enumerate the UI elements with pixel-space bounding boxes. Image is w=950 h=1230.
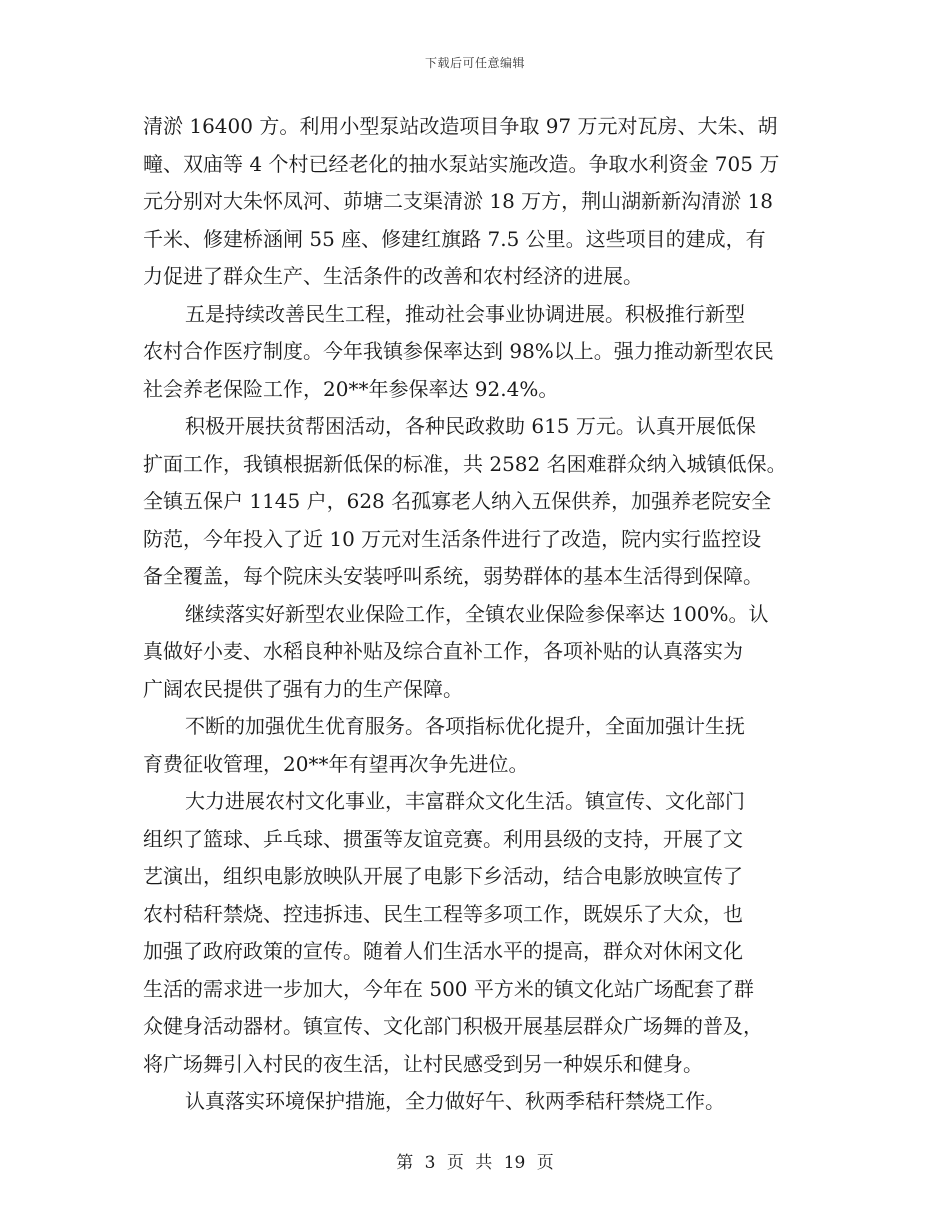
paragraph-line: 全镇五保户 1145 户，628 名孤寡老人纳入五保供养，加强养老院安全 [143,489,772,513]
paragraph-line: 清淤 16400 方。利用小型泵站改造项目争取 97 万元对瓦房、大朱、胡 [143,114,778,138]
paragraph-line: 认真落实环境保护措施，全力做好午、秋两季秸秆禁烧工作。 [185,1089,725,1113]
paragraph [143,596,823,709]
document-body [143,108,823,1121]
paragraph [143,408,823,596]
paragraph-line: 广阔农民提供了强有力的生产保障。 [143,676,463,701]
paragraph-line: 众健身活动器材。镇宣传、文化部门积极开展基层群众广场舞的普及， [143,1014,763,1038]
paragraph-line: 备全覆盖，每个院床头安装呼叫系统，弱势群体的基本生活得到保障。 [143,564,763,588]
paragraph-line: 元分别对大朱怀凤河、茆塘二支渠清淤 18 万方，荆山湖新新沟清淤 18 [143,189,773,213]
paragraph-line: 农村合作医疗制度。今年我镇参保率达到 98%以上。强力推动新型农民 [143,339,774,363]
paragraph-line: 艺演出，组织电影放映队开展了电影下乡活动，结合电影放映宣传了 [143,864,743,888]
paragraph-line: 继续落实好新型农业保险工作，全镇农业保险参保率达 100%。认 [185,601,769,626]
paragraph-line: 组织了篮球、乒乓球、掼蛋等友谊竞赛。利用县级的支持，开展了文 [143,826,743,851]
paragraph-line: 真做好小麦、水稻良种补贴及综合直补工作，各项补贴的认真落实为 [143,639,743,663]
paragraph-line: 将广场舞引入村民的夜生活，让村民感受到另一种娱乐和健身。 [143,1051,703,1076]
paragraph [143,108,823,296]
page-number: 第 3 页 共 19 页 [396,1153,554,1173]
paragraph-line: 农村秸秆禁烧、控违拆违、民生工程等多项工作，既娱乐了大众，也 [143,901,743,926]
paragraph-line: 生活的需求进一步加大，今年在 500 平方米的镇文化站广场配套了群 [143,976,754,1001]
paragraph [143,1083,823,1121]
paragraph-line: 社会养老保险工作，20**年参保率达 92.4%。 [143,376,559,401]
paragraph-line: 不断的加强优生优育服务。各项指标优化提升，全面加强计生抚 [185,714,745,738]
paragraph-line: 加强了政府政策的宣传。随着人们生活水平的提高，群众对休闲文化 [143,939,743,963]
paragraph-line: 积极开展扶贫帮困活动，各种民政救助 615 万元。认真开展低保 [185,414,756,438]
paragraph-line: 育费征收管理，20**年有望再次争先进位。 [143,751,529,776]
paragraph-line: 疃、双庙等 4 个村已经老化的抽水泵站实施改造。争取水利资金 705 万 [143,151,780,176]
paragraph-line: 力促进了群众生产、生活条件的改善和农村经济的进展。 [143,264,643,288]
paragraph-line: 千米、修建桥涵闸 55 座、修建红旗路 7.5 公里。这些项目的建成，有 [143,226,766,251]
paragraph [143,708,823,783]
paragraph-line: 五是持续改善民生工程，推动社会事业协调进展。积极推行新型 [185,301,745,326]
paragraph [143,296,823,409]
paragraph-line: 防范，今年投入了近 10 万元对生活条件进行了改造，院内实行监控设 [143,526,762,551]
paragraph-line: 扩面工作，我镇根据新低保的标准，共 2582 名困难群众纳入城镇低保。 [143,451,787,476]
paragraph-line: 大力进展农村文化事业，丰富群众文化生活。镇宣传、文化部门 [185,789,745,813]
page-header-note: 下载后可任意编辑 [424,56,525,70]
paragraph [143,783,823,1083]
